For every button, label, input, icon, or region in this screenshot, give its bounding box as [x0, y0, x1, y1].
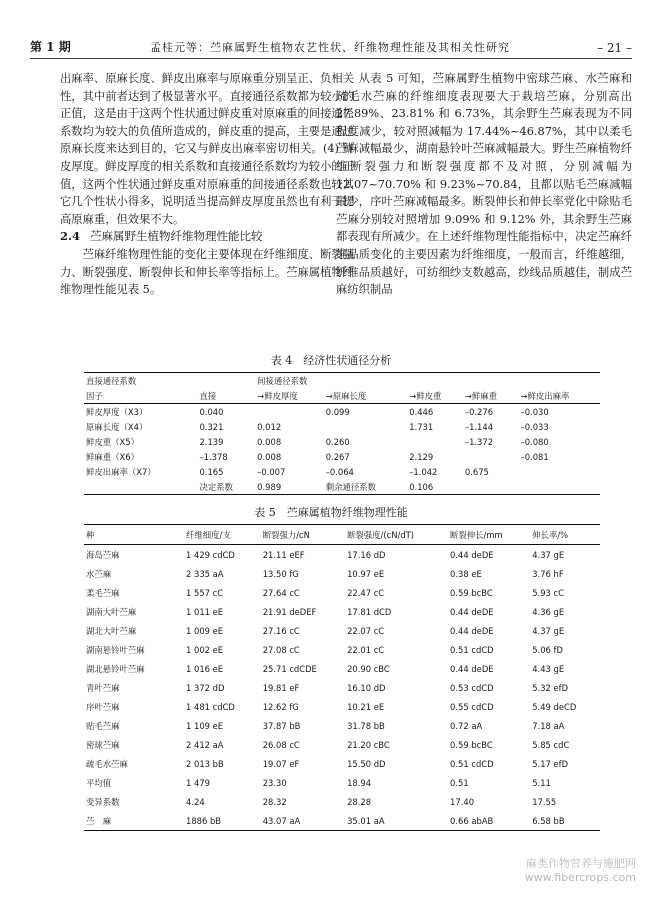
table-cell: 35.01 aA [345, 811, 448, 831]
table5 [84, 524, 600, 831]
site-watermark [525, 857, 636, 885]
table-row [84, 678, 600, 697]
table-cell: 21.11 eEF [262, 549, 305, 560]
table4-body [84, 404, 600, 480]
table-cell: 10.97 eE [347, 568, 385, 579]
table-row [84, 434, 600, 449]
table-cell: 0.040 [199, 406, 224, 417]
table-cell: –0.064 [325, 466, 354, 477]
table-cell: 22.01 cC [347, 644, 385, 655]
table-row [84, 545, 600, 565]
table-cell: 1 016 eE [186, 663, 224, 674]
table-cell: 5.11 [532, 777, 551, 788]
table-cell: 鲜皮重（X5） [86, 436, 139, 447]
table5-header: 种 [84, 525, 184, 545]
table-cell: 0.53 cdCD [450, 682, 494, 693]
table-row [84, 564, 600, 583]
table-row [84, 449, 600, 464]
table-cell: –0.030 [520, 406, 549, 417]
table-cell: 31.78 bB [347, 720, 385, 731]
table-cell: 3.76 hF [532, 568, 564, 579]
table-cell: 2 013 bB [186, 758, 224, 769]
table-cell: 0.72 aA [450, 720, 483, 731]
table-cell: 6.58 bB [530, 811, 600, 831]
table-cell: 0.51 [450, 777, 469, 788]
left-paragraph-1: 出麻率、原麻长度、鲜皮出麻率与原麻重分别呈正、负相关性，其中前者达到了极显著水平。直接通径系数都为较小的正值，这是由于这两个性状通过鲜皮重对原麻重的间接通径系数均为较大的负值所造成的，鲜皮重的提高，主要是通过原麻长度来达到目的，它又与鲜皮出麻率密切相关。(4) 鲜皮厚度。鲜皮厚度的相关系数和直接通径系数均为较小的正值，这两个性状通过鲜皮重对原麻重的间接通径系数也较其它几个性状小得多，说明适当提高鲜皮厚度虽然也有利于提高原麻重，但效果不大。 [60, 72, 354, 226]
table4-caption: 表 4 经济性状通径分析 [270, 354, 392, 367]
table-cell: –1.042 [409, 466, 438, 477]
table-cell: –1.378 [199, 451, 228, 462]
right-paragraph-1: 从表 5 可知，苎麻属野生植物中密球苎麻、水苎麻和疏毛水苎麻的纤维细度表现要大于栽培苎麻，分别高出 27.89%、23.81% 和 6.73%，其余野生苎麻表现为不同程度减少，较对照减幅为 17.44%~46.87%，其中以柔毛苎麻减幅最少，湖南悬铃叶苎麻减幅最大。野生苎麻植物纤维断裂强力和断裂强度都不及对照，分别减幅为 12.07~70.70% 和 9.23%~70.84，且都以贴毛苎麻减幅最少，序叶苎麻减幅最多。断裂伸长和伸长率党化中除贴毛苎麻分别较对照增加 9.09% 和 9.12% 外，其余野生苎麻都表现有所减少。在上述纤维物理性能指标中，决定苎麻纤维品质变化的主要因素为纤维细度，一般而言，纤维越细，纤维品质越好，可纺细纱支数越高，纱线品质越佳，制成苎麻纺织制品 [336, 72, 632, 297]
table-cell: 1 372 dD [186, 682, 225, 693]
table-cell: 20.90 cBC [347, 663, 390, 674]
table4 [84, 372, 600, 495]
table-cell: 4.24 [186, 796, 205, 807]
watermark-name: 麻类作物营养与施肥网 [526, 857, 636, 870]
table-cell: 1 479 [186, 777, 210, 788]
table-cell: 0.260 [325, 436, 350, 447]
table-cell: 0.44 deDE [450, 606, 494, 617]
table-row [84, 464, 600, 479]
table-cell: 22.07 cC [347, 625, 385, 636]
table-cell: 1 009 eE [186, 625, 224, 636]
table-cell: 0.165 [199, 466, 224, 477]
table-row [84, 716, 600, 735]
table-cell: 变异系数 [86, 796, 120, 807]
table-cell [463, 449, 519, 464]
table-cell: 贴毛苎麻 [86, 720, 120, 731]
table-cell: 1.731 [409, 421, 434, 432]
table-cell: 1886 bB [184, 811, 261, 831]
table5-header: 断裂强度/(cN/dT) [345, 525, 448, 545]
table-cell: 5.49 deCD [532, 701, 577, 712]
section-heading [60, 228, 354, 246]
table4-header: →鲜皮重 [407, 388, 463, 404]
table-cell: 4.37 gE [532, 549, 565, 560]
table-cell: 1 557 cC [186, 587, 224, 598]
table-cell: 鲜皮厚度（X3） [86, 406, 148, 417]
table-cell: 苎 麻 [84, 811, 184, 831]
table-cell: 28.28 [347, 796, 372, 807]
table-cell: 0.099 [325, 406, 350, 417]
table4-header: →鲜皮厚度 [255, 388, 324, 404]
table5-header: 伸长率/% [530, 525, 600, 545]
table-cell: 0.008 [257, 436, 282, 447]
table-cell: 0.675 [464, 466, 489, 477]
table-cell: 17.81 dCD [347, 606, 392, 617]
table-cell: 平均值 [86, 777, 112, 788]
table-cell: 0.44 deDE [450, 663, 494, 674]
table-cell: –0.276 [464, 406, 494, 417]
table-row [84, 583, 600, 602]
table-cell: 5.17 efD [532, 758, 569, 769]
table-row [84, 811, 600, 831]
table-row [84, 754, 600, 773]
table-cell: 0.51 cdCD [450, 758, 494, 769]
table-cell: 海岛苎麻 [86, 549, 120, 560]
table-cell: 27.16 cC [262, 625, 300, 636]
table-cell: 水苎麻 [86, 568, 112, 579]
table4-residual-label: 剩余通径系数 [324, 479, 408, 495]
table4-header: 因子 [84, 388, 197, 404]
table-cell: 15.50 dD [347, 758, 386, 769]
table-row [84, 773, 600, 792]
table-row [84, 419, 600, 434]
table-row [84, 697, 600, 716]
table5-caption: 表 5 苎麻属植物纤维物理性能 [254, 506, 408, 519]
table-cell [324, 419, 408, 434]
table-cell: 17.16 dD [347, 549, 386, 560]
table-cell: 1 002 eE [186, 644, 224, 655]
left-column [60, 70, 354, 299]
page-number: – 21 – [597, 41, 632, 55]
table-cell: 1 011 eE [186, 606, 224, 617]
table-cell: 0.44 deDE [450, 625, 494, 636]
table4-group-indirect: 间接通径系数 [255, 373, 600, 389]
table-cell: 原麻长度（X4） [86, 421, 148, 432]
table-cell: 鲜皮出麻率（X7） [86, 466, 156, 477]
table-cell: 17.55 [532, 796, 557, 807]
table4-group-direct: 直接通径系数 [84, 373, 255, 389]
table-cell: 4.36 gE [532, 606, 565, 617]
watermark-url: www.fibercrops.com [524, 871, 636, 884]
table-cell: 21.20 cBC [347, 739, 390, 750]
table-cell: 0.51 cdCD [450, 644, 494, 655]
table-cell: –0.033 [520, 421, 549, 432]
table-cell: 4.37 gE [532, 625, 565, 636]
table-cell: 0.59 bcBC [450, 739, 493, 750]
table-cell: 0.59 bcBC [450, 587, 493, 598]
table-cell: 0.38 eE [450, 568, 482, 579]
table-cell: 28.32 [262, 796, 287, 807]
table-cell: 0.44 deDE [450, 549, 494, 560]
table-cell: 0.66 abAB [448, 811, 530, 831]
table4-decision-value: 0.989 [255, 479, 324, 495]
issue-number: 第 1 期 [30, 40, 71, 54]
table-cell: 0.55 cdCD [450, 701, 494, 712]
table-row [84, 621, 600, 640]
table5-header: 断裂伸长/mm [448, 525, 530, 545]
table-row [84, 659, 600, 678]
table-cell: 22.47 cC [347, 587, 385, 598]
table-row [84, 735, 600, 754]
table-cell: 7.18 aA [532, 720, 565, 731]
table4-header: 直接 [197, 388, 255, 404]
table-row [84, 602, 600, 621]
section-title: 苎麻属野生植物纤维物理性能比较 [90, 229, 263, 244]
table-cell: 25.71 cdCDE [262, 663, 317, 674]
table-row [84, 404, 600, 420]
table-cell: 柔毛苎麻 [86, 587, 120, 598]
table-cell: 5.93 cC [532, 587, 564, 598]
table-cell: 湖南大叶苎麻 [86, 606, 137, 617]
table-cell: 12.62 fG [262, 701, 299, 712]
table-cell: 1 429 cdCD [186, 549, 235, 560]
table-cell: 0.012 [257, 421, 282, 432]
table-row [84, 792, 600, 811]
table-cell: 湖南悬铃叶苎麻 [86, 644, 145, 655]
table-cell: 23.30 [262, 777, 287, 788]
table-cell: 0.446 [409, 406, 434, 417]
table-cell: 4.43 gE [532, 663, 565, 674]
table-cell: 10.21 eE [347, 701, 385, 712]
left-paragraph-2: 苎麻纤维物理性能的变化主要体现在纤维细度、断裂强力、断裂强度、断裂伸长和伸长率等指标上。苎麻属植物纤维物理性能见表 5。 [60, 247, 354, 297]
table-cell: 序叶苎麻 [86, 701, 120, 712]
table-cell: 2 412 aA [186, 739, 224, 750]
table-cell [407, 434, 463, 449]
table-cell: 5.32 efD [532, 682, 569, 693]
table4-header: →原麻长度 [324, 388, 408, 404]
table-cell: 21.91 deDEF [262, 606, 317, 617]
table-cell: 鲜麻重（X6） [86, 451, 139, 462]
table-cell: 2 335 aA [186, 568, 224, 579]
table-cell: 5.85 cdC [532, 739, 570, 750]
table-cell: 19.07 eF [262, 758, 300, 769]
table-cell: 1 481 cdCD [186, 701, 235, 712]
right-column [336, 70, 632, 299]
table-cell: 19.81 eF [262, 682, 300, 693]
table5-body [84, 545, 600, 831]
table5-header: 纤维细度/支 [184, 525, 261, 545]
table-row [84, 640, 600, 659]
table-cell [255, 404, 324, 420]
table-cell: 17.40 [450, 796, 475, 807]
table-cell: 密球苎麻 [86, 739, 120, 750]
table-cell: 27.64 cC [262, 587, 300, 598]
table-cell: 26.08 cC [262, 739, 300, 750]
table-cell: 0.267 [325, 451, 350, 462]
table-cell: 16.10 dD [347, 682, 386, 693]
table-cell: –1.372 [464, 436, 494, 447]
page-header [30, 38, 632, 59]
table-cell: 1 109 eE [186, 720, 224, 731]
table-cell: 湖北大叶苎麻 [86, 625, 137, 636]
table-cell: 0.321 [199, 421, 224, 432]
section-number: 2.4 [60, 229, 81, 244]
table-cell: –0.007 [257, 466, 286, 477]
table4-header: →鲜皮出麻率 [519, 388, 600, 404]
table-cell: –0.080 [520, 436, 549, 447]
table-cell: 青叶苎麻 [86, 682, 120, 693]
table-cell: 0.008 [257, 451, 282, 462]
table4-residual-value: 0.106 [407, 479, 463, 495]
table-cell: –0.081 [520, 451, 549, 462]
table-cell: 43.07 aA [261, 811, 345, 831]
table-cell: 13.50 fG [262, 568, 299, 579]
table-cell: 27.08 cC [262, 644, 300, 655]
table-cell: 37.87 bB [262, 720, 301, 731]
table4-decision-label: 决定系数 [197, 479, 255, 495]
running-title: 孟桂元等：苎麻属野生植物农艺性状、纤维物理性能及其相关性研究 [150, 41, 510, 54]
table-cell: 疏毛水苎麻 [86, 758, 128, 769]
table-cell: 18.94 [347, 777, 372, 788]
table-cell: 5.06 fD [532, 644, 563, 655]
table-cell: –1.144 [464, 421, 494, 432]
table-cell: 2.139 [199, 436, 224, 447]
table-cell: 2.129 [409, 451, 434, 462]
table-cell: 湖北悬铃叶苎麻 [86, 663, 145, 674]
table5-header: 断裂强力/cN [261, 525, 345, 545]
table-cell [519, 464, 600, 479]
table4-header: →鲜麻重 [463, 388, 519, 404]
